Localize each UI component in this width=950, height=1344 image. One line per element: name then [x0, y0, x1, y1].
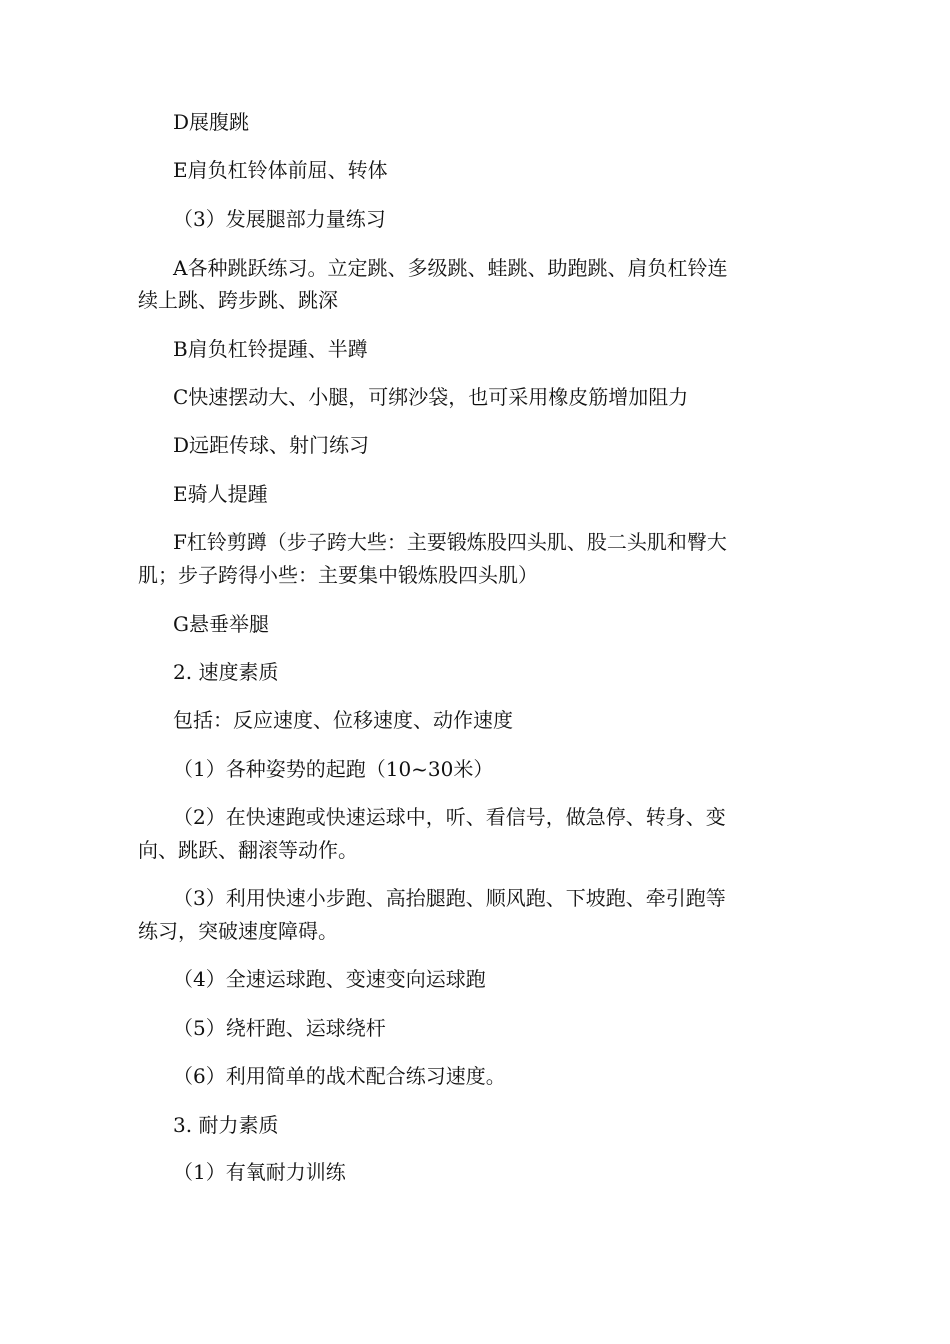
line-text: 3. 耐力素质 — [173, 1113, 279, 1137]
line-text: E肩负杠铃体前屈、转体 — [173, 158, 388, 182]
line-text: D展腹跳 — [173, 110, 250, 134]
line-text: F杠铃剪蹲（步子跨大些：主要锻炼股四头肌、股二头肌和臀大 — [173, 530, 727, 554]
line-text: E骑人提踵 — [173, 482, 268, 506]
line-text: （4）全速运球跑、变速变向运球跑 — [173, 967, 486, 991]
line-text: （3）利用快速小步跑、高抬腿跑、顺风跑、下坡跑、牵引跑等 — [173, 886, 726, 910]
line-text: （3）发展腿部力量练习 — [173, 207, 386, 231]
line-text: G悬垂举腿 — [173, 612, 269, 636]
line-text: （1）各种姿势的起跑（10~30米） — [173, 757, 494, 781]
line-text: 向、跳跃、翻滚等动作。 — [138, 838, 358, 862]
line-text: （2）在快速跑或快速运球中，听、看信号，做急停、转身、变 — [173, 805, 726, 829]
line-text: A各种跳跃练习。立定跳、多级跳、蛙跳、助跑跳、肩负杠铃连 — [173, 256, 728, 280]
line-text: D远距传球、射门练习 — [173, 433, 370, 457]
line-text: （5）绕杆跑、运球绕杆 — [173, 1016, 386, 1040]
line-text: 续上跳、跨步跳、跳深 — [138, 288, 338, 312]
line-text: （6）利用简单的战术配合练习速度。 — [173, 1064, 506, 1088]
line-text: C快速摆动大、小腿，可绑沙袋，也可采用橡皮筋增加阻力 — [173, 385, 689, 409]
line-text: 肌；步子跨得小些：主要集中锻炼股四头肌） — [138, 563, 538, 587]
line-text: 包括：反应速度、位移速度、动作速度 — [173, 708, 513, 732]
line-text: 练习，突破速度障碍。 — [138, 919, 338, 943]
line-text: （1）有氧耐力训练 — [173, 1160, 346, 1184]
line-text: 2. 速度素质 — [173, 660, 279, 684]
line-text: B肩负杠铃提踵、半蹲 — [173, 337, 368, 361]
